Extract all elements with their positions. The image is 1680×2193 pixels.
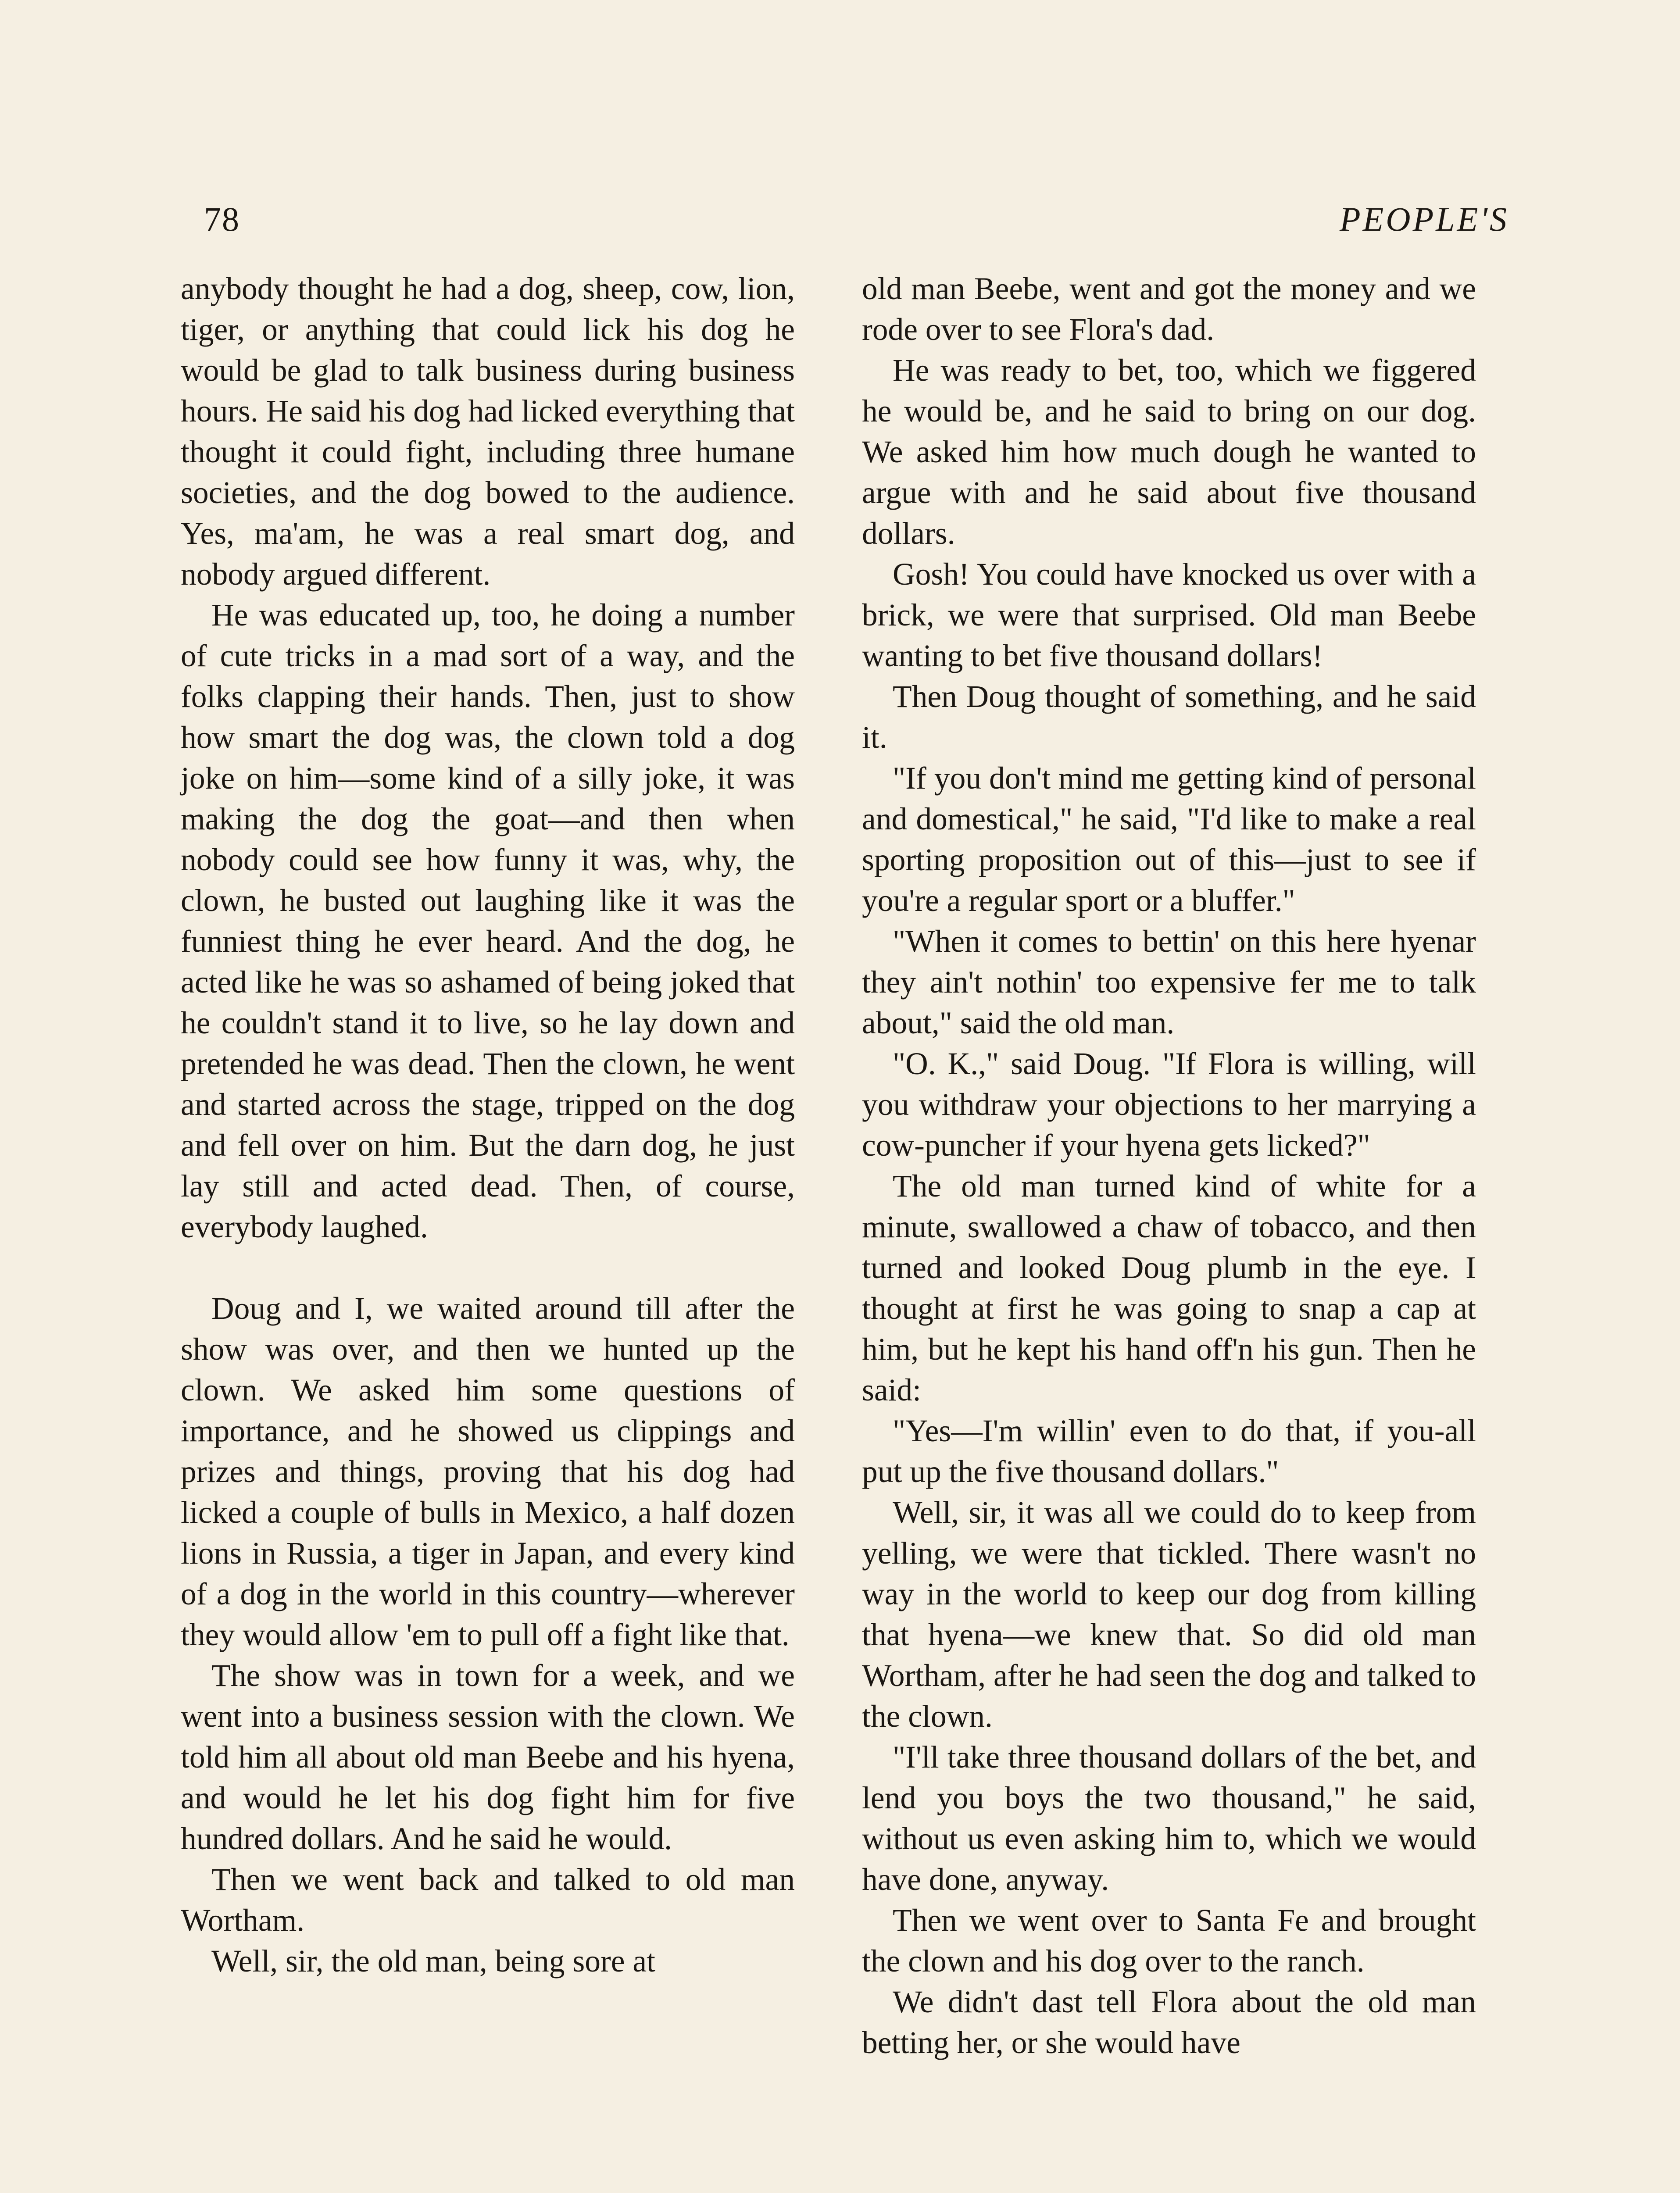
paragraph: The old man turned kind of white for a minute, swallowed a chaw of tobacco, and then turned and looked Doug plumb in the eye. I thought at first he was going to snap a cap at him, but he kept his hand off'n his gun. Then he said: [862, 1169, 1476, 1407]
paragraph: Gosh! You could have knocked us over with a brick, we were that surprised. Old man Beebe wanting to bet five thousand dollars! [862, 557, 1476, 673]
paragraph: anybody thought he had a dog, sheep, cow, lion, tiger, or anything that could lick his dog he would be glad to talk business during business hours. He said his dog had licked everything that thought it could fight, including three humane societies, and the dog bowed to the audience. Yes, ma'am, he was a real smart dog, and nobody argued different. [181, 271, 795, 592]
right-column [862, 268, 1476, 2063]
paragraph: "When it comes to bettin' on this here hyenar they ain't nothin' too expensive fer me to talk about," said the old man. [862, 924, 1476, 1040]
paragraph: Well, sir, the old man, being sore at [211, 1944, 655, 1979]
paragraph: Then Doug thought of something, and he said it. [862, 679, 1476, 755]
paragraph: "Yes—I'm willin' even to do that, if you-all put up the five thousand dollars." [862, 1414, 1476, 1489]
paragraph: Then we went back and talked to old man Wortham. [181, 1862, 795, 1938]
left-column [181, 268, 795, 1982]
running-title: PEOPLE'S [1340, 200, 1509, 238]
paragraph: Well, sir, it was all we could do to keep from yelling, we were that tickled. There wasn't no way in the world to keep our dog from killing that hyena—we knew that. So did old man Wortham, after he had seen the dog and talked to the clown. [862, 1495, 1476, 1734]
paragraph: He was ready to bet, too, which we figgered he would be, and he said to bring on our dog. We asked him how much dough he wanted to argue with and he said about five thousand dollars. [862, 353, 1476, 551]
paragraph: "I'll take three thousand dollars of the bet, and lend you boys the two thousand," he said, without us even asking him to, which we would have done, anyway. [862, 1740, 1476, 1897]
paragraph: old man Beebe, went and got the money and we rode over to see Flora's dad. [862, 271, 1476, 347]
paragraph: "O. K.," said Doug. "If Flora is willing, will you withdraw your objections to her marrying a cow-puncher if your hyena gets licked?" [862, 1046, 1476, 1163]
paragraph: Doug and I, we waited around till after the show was over, and then we hunted up the clown. We asked him some questions of importance, and he showed us clippings and prizes and things, proving that his dog had licked a couple of bulls in Mexico, a half dozen lions in Russia, a tiger in Japan, and every kind of a dog in the world in this country—wherever they would allow 'em to pull off a fight like that. [181, 1291, 795, 1652]
page-header [204, 200, 1509, 252]
paragraph: The show was in town for a week, and we went into a business session with the clown. We told him all about old man Beebe and his hyena, and would he let his dog fight him for five hundred dollars. And he said he would. [181, 1658, 795, 1856]
page-number: 78 [204, 200, 240, 238]
paragraph: We didn't dast tell Flora about the old man betting her, or she would have [862, 1985, 1476, 2060]
paragraph: Then we went over to Santa Fe and brought the clown and his dog over to the ranch. [862, 1903, 1476, 1979]
paragraph: He was educated up, too, he doing a number of cute tricks in a mad sort of a way, and the folks clapping their hands. Then, just to show how smart the dog was, the clown told a dog joke on him—some kind of a silly joke, it was making the dog the goat—and then when nobody could see how funny it was, why, the clown, he busted out laughing like it was the funniest thing he ever heard. And the dog, he acted like he was so ashamed of being joked that he couldn't stand it to live, so he lay down and pretended he was dead. Then the clown, he went and started across the stage, tripped on the dog and fell over on him. But the darn dog, he just lay still and acted dead. Then, of course, everybody laughed. [181, 598, 795, 1244]
paragraph: "If you don't mind me getting kind of personal and domestical," he said, "I'd like to make a real sporting proposition out of this—just to see if you're a regular sport or a bluffer." [862, 761, 1476, 918]
